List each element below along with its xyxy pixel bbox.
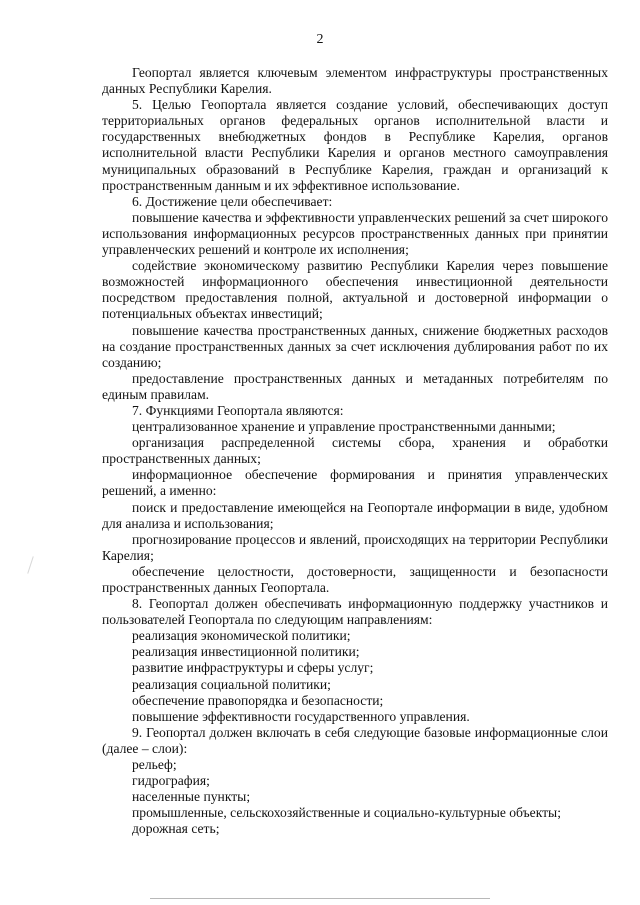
- list-item: повышение качества и эффективности управленческих решений за счет широкого использования информационных ресурсов пространственных данных при принятии управленческих решений и контроле их исполнения;: [102, 209, 608, 258]
- list-item: содействие экономическому развитию Республики Карелия через повышение возможностей информационного обеспечения инвестиционной деятельности посредством предоставления полной, актуальной и достоверной информации о потенциальных объектах инвестиций;: [102, 258, 608, 322]
- list-item: обеспечение правопорядка и безопасности;: [132, 692, 384, 708]
- list-item: населенные пункты;: [132, 789, 251, 805]
- paragraph-section-8: 8. Геопортал должен обеспечивать информационную поддержку участников и пользователей Геопортала по следующим направлениям:: [102, 596, 608, 628]
- list-item: прогнозирование процессов и явлений, происходящих на территории Республики Карелия;: [102, 531, 608, 563]
- list-item: информационное обеспечение формирования и принятия управленческих решений, а именно:: [102, 467, 608, 499]
- list-item: повышение эффективности государственного управления.: [132, 708, 470, 724]
- list-item: обеспечение целостности, достоверности, защищенности и безопасности пространственных данных Геопортала.: [102, 563, 608, 595]
- paragraph-section-7: 7. Функциями Геопортала являются:: [132, 402, 344, 418]
- paragraph-section-9: 9. Геопортал должен включать в себя следующие базовые информационные слои (далее – слои):: [102, 724, 608, 756]
- list-item: организация распределенной системы сбора, хранения и обработки пространственных данных;: [102, 435, 608, 467]
- list-item: гидрография;: [132, 773, 210, 789]
- list-item: промышленные, сельскохозяйственные и социально-культурные объекты;: [132, 805, 561, 821]
- scan-bottom-line: [150, 898, 490, 899]
- page-number: 2: [316, 32, 324, 47]
- list-item: поиск и предоставление имеющейся на Геопортале информации в виде, удобном для анализа и использования;: [102, 499, 608, 531]
- list-item: реализация социальной политики;: [132, 676, 331, 692]
- paragraph-section-6: 6. Достижение цели обеспечивает:: [132, 193, 333, 209]
- scan-margin-mark: [27, 556, 34, 573]
- paragraph-section-5: 5. Целью Геопортала является создание условий, обеспечивающих доступ территориальных органов федеральных органов исполнительной власти и государственных внебюджетных фондов в Республике Карелия, органов исполнительной власти Республики Карелия и органов местного самоуправления муниципальных образований в Республике Карелия, граждан и организаций к пространственным данным и их эффективное использование.: [102, 97, 608, 193]
- document-body: [102, 65, 608, 838]
- list-item: рельеф;: [132, 757, 177, 773]
- list-item: предоставление пространственных данных и метаданных потребителям по единым правилам.: [102, 370, 608, 402]
- list-item: дорожная сеть;: [132, 821, 220, 837]
- list-item: развитие инфраструктуры и сферы услуг;: [132, 660, 374, 676]
- list-item: реализация экономической политики;: [132, 628, 351, 644]
- list-item: централизованное хранение и управление пространственными данными;: [132, 419, 556, 435]
- list-item: повышение качества пространственных данных, снижение бюджетных расходов на создание пространственных данных за счет исключения дублирования работ по их созданию;: [102, 322, 608, 370]
- list-item: реализация инвестиционной политики;: [132, 644, 360, 660]
- paragraph: Геопортал является ключевым элементом инфраструктуры пространственных данных Республики Карелия.: [102, 65, 608, 97]
